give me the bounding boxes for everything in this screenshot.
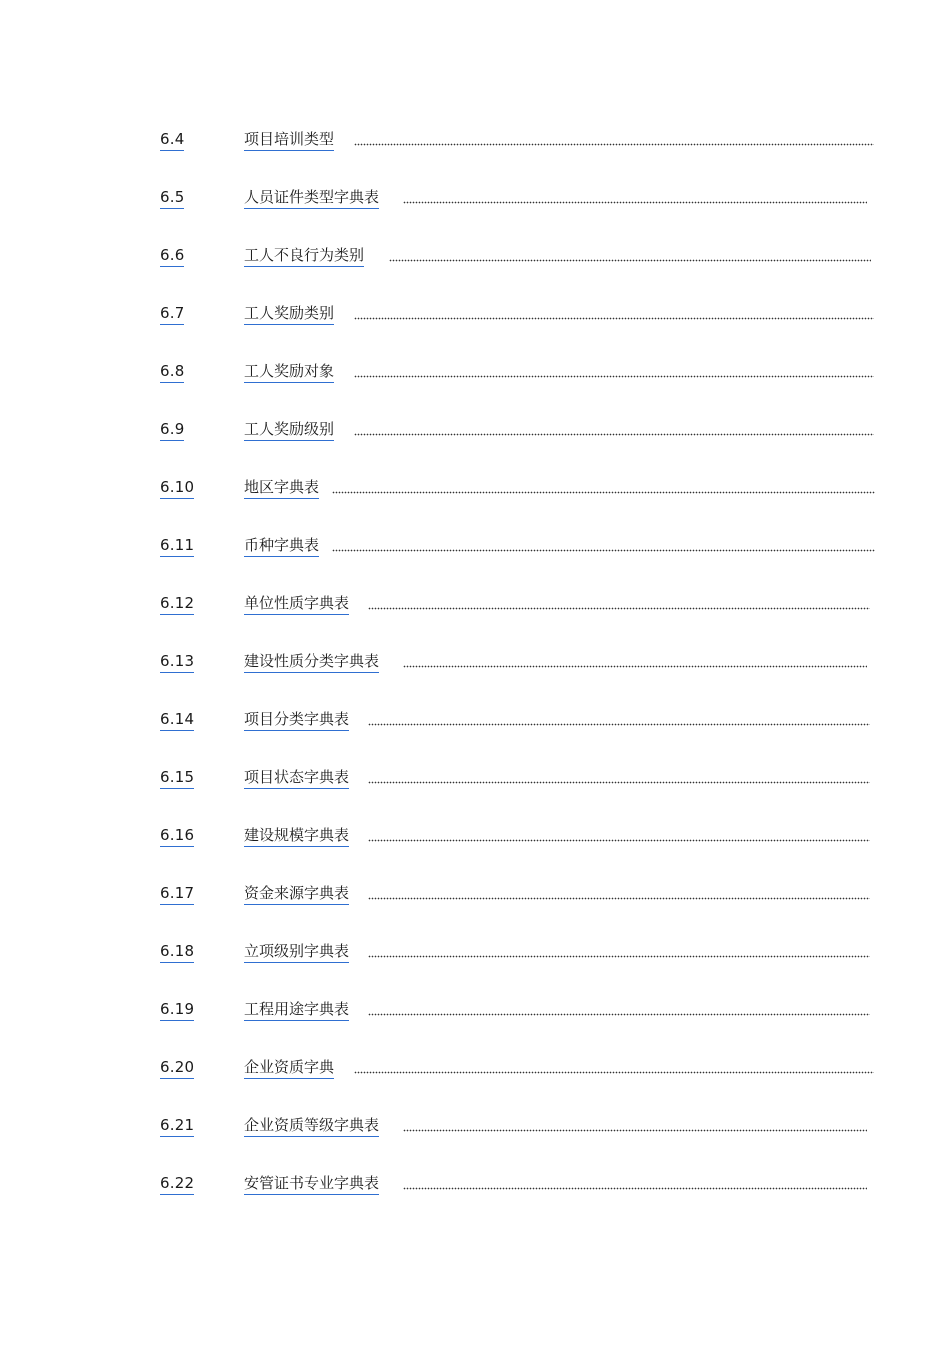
toc-entry-number[interactable]: 6.10 <box>160 477 194 499</box>
toc-entry-title[interactable]: 建设规模字典表 <box>244 825 349 847</box>
dot-leader <box>354 316 874 320</box>
toc-entry-number[interactable]: 6.13 <box>160 651 194 673</box>
toc-entry-title[interactable]: 币种字典表 <box>244 535 319 557</box>
toc-entry-title[interactable]: 工程用途字典表 <box>244 999 349 1021</box>
toc-entry-title[interactable]: 单位性质字典表 <box>244 593 349 615</box>
dot-leader <box>332 548 875 552</box>
dot-leader <box>403 200 867 204</box>
toc-entry[interactable] <box>160 360 876 390</box>
toc-entry[interactable] <box>160 1114 876 1144</box>
toc-entry-number[interactable]: 6.15 <box>160 767 194 789</box>
toc-entry-number[interactable]: 6.11 <box>160 535 194 557</box>
dot-leader <box>403 1128 867 1132</box>
dot-leader <box>368 1012 870 1016</box>
toc-entry-title[interactable]: 企业资质等级字典表 <box>244 1115 379 1137</box>
dot-leader <box>368 896 870 900</box>
toc-entry[interactable] <box>160 766 876 796</box>
toc-entry-title[interactable]: 建设性质分类字典表 <box>244 651 379 673</box>
toc-entry-number[interactable]: 6.16 <box>160 825 194 847</box>
toc-entry[interactable] <box>160 882 876 912</box>
toc-entry[interactable] <box>160 244 876 274</box>
dot-leader <box>368 606 870 610</box>
dot-leader <box>332 490 875 494</box>
toc-entry[interactable] <box>160 592 876 622</box>
toc-entry[interactable] <box>160 1056 876 1086</box>
toc-entry[interactable] <box>160 650 876 680</box>
toc-entry-number[interactable]: 6.12 <box>160 593 194 615</box>
dot-leader <box>368 722 870 726</box>
dot-leader <box>354 432 874 436</box>
toc-entry-number[interactable]: 6.6 <box>160 245 184 267</box>
toc-entry-number[interactable]: 6.21 <box>160 1115 194 1137</box>
toc-entry-number[interactable]: 6.17 <box>160 883 194 905</box>
toc-entry-title[interactable]: 工人奖励级别 <box>244 419 334 441</box>
toc-entry-number[interactable]: 6.7 <box>160 303 184 325</box>
toc-entry-number[interactable]: 6.20 <box>160 1057 194 1079</box>
toc-entry[interactable] <box>160 128 876 158</box>
toc-entry[interactable] <box>160 302 876 332</box>
toc-entry-title[interactable]: 安管证书专业字典表 <box>244 1173 379 1195</box>
dot-leader <box>354 374 874 378</box>
toc-entry-number[interactable]: 6.19 <box>160 999 194 1021</box>
toc-entry-number[interactable]: 6.8 <box>160 361 184 383</box>
toc-entry[interactable] <box>160 418 876 448</box>
toc-entry-title[interactable]: 企业资质字典 <box>244 1057 334 1079</box>
dot-leader <box>403 1186 867 1190</box>
toc-entry-title[interactable]: 资金来源字典表 <box>244 883 349 905</box>
toc-entry-title[interactable]: 人员证件类型字典表 <box>244 187 379 209</box>
toc-entry[interactable] <box>160 998 876 1028</box>
toc-entry-number[interactable]: 6.9 <box>160 419 184 441</box>
toc-entry-number[interactable]: 6.18 <box>160 941 194 963</box>
toc-entry-number[interactable]: 6.14 <box>160 709 194 731</box>
toc-entry-number[interactable]: 6.22 <box>160 1173 194 1195</box>
toc-entry[interactable] <box>160 476 876 506</box>
toc-entry-title[interactable]: 地区字典表 <box>244 477 319 499</box>
dot-leader <box>368 954 870 958</box>
toc-entry[interactable] <box>160 534 876 564</box>
toc-entry-title[interactable]: 工人奖励对象 <box>244 361 334 383</box>
toc-entry-title[interactable]: 项目培训类型 <box>244 129 334 151</box>
toc-entry-title[interactable]: 工人奖励类别 <box>244 303 334 325</box>
toc-entry[interactable] <box>160 708 876 738</box>
dot-leader <box>368 780 870 784</box>
toc-entry[interactable] <box>160 1172 876 1202</box>
dot-leader <box>403 664 867 668</box>
toc-entry[interactable] <box>160 186 876 216</box>
toc-entry[interactable] <box>160 940 876 970</box>
toc-entry-number[interactable]: 6.4 <box>160 129 184 151</box>
dot-leader <box>354 142 874 146</box>
toc-entry[interactable] <box>160 824 876 854</box>
dot-leader <box>354 1070 874 1074</box>
toc-entry-number[interactable]: 6.5 <box>160 187 184 209</box>
dot-leader <box>389 258 871 262</box>
toc-entry-title[interactable]: 项目分类字典表 <box>244 709 349 731</box>
toc-entry-title[interactable]: 立项级别字典表 <box>244 941 349 963</box>
toc-entry-title[interactable]: 项目状态字典表 <box>244 767 349 789</box>
dot-leader <box>368 838 870 842</box>
toc-entry-title[interactable]: 工人不良行为类别 <box>244 245 364 267</box>
